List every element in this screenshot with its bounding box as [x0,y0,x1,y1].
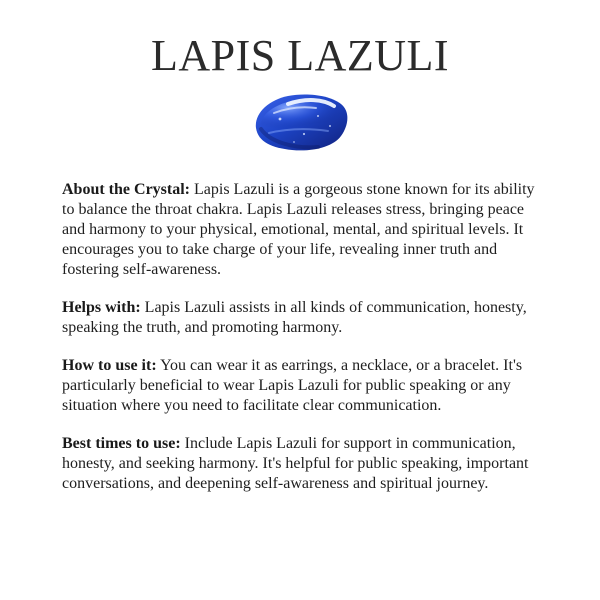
page-title: LAPIS LAZULI [150,31,450,80]
how-to-use-label: How to use it: [62,357,157,374]
lapis-lazuli-stone-icon [246,86,354,158]
helps-with-label: Helps with: [62,299,141,316]
about-label: About the Crystal: [62,181,190,198]
best-times-label: Best times to use: [62,435,181,452]
best-times-section [62,434,548,494]
helps-with-section [62,298,548,338]
description-content [62,180,548,512]
about-text: Lapis Lazuli is a gorgeous stone known for its ability to balance the throat chakra. Lapis Lazuli releases stress, bringing peace and harmony to your physical, emotional, mental, and spiritual levels. It encourages you to take charge of your life, revealing inner truth and fostering self-awareness. [62,181,535,278]
about-section [62,180,548,280]
how-to-use-text: You can wear it as earrings, a necklace, or a bracelet. It's particularly beneficial to wear Lapis Lazuli for public speaking or any situation where you need to facilitate clear communication. [62,357,523,414]
helps-with-text: Lapis Lazuli assists in all kinds of communication, honesty, speaking the truth, and promoting harmony. [62,299,527,336]
best-times-text: Include Lapis Lazuli for support in communication, honesty, and seeking harmony. It's helpful for public speaking, important conversations, and deepening self-awareness and spiritual journey. [62,435,529,492]
how-to-use-section [62,356,548,416]
